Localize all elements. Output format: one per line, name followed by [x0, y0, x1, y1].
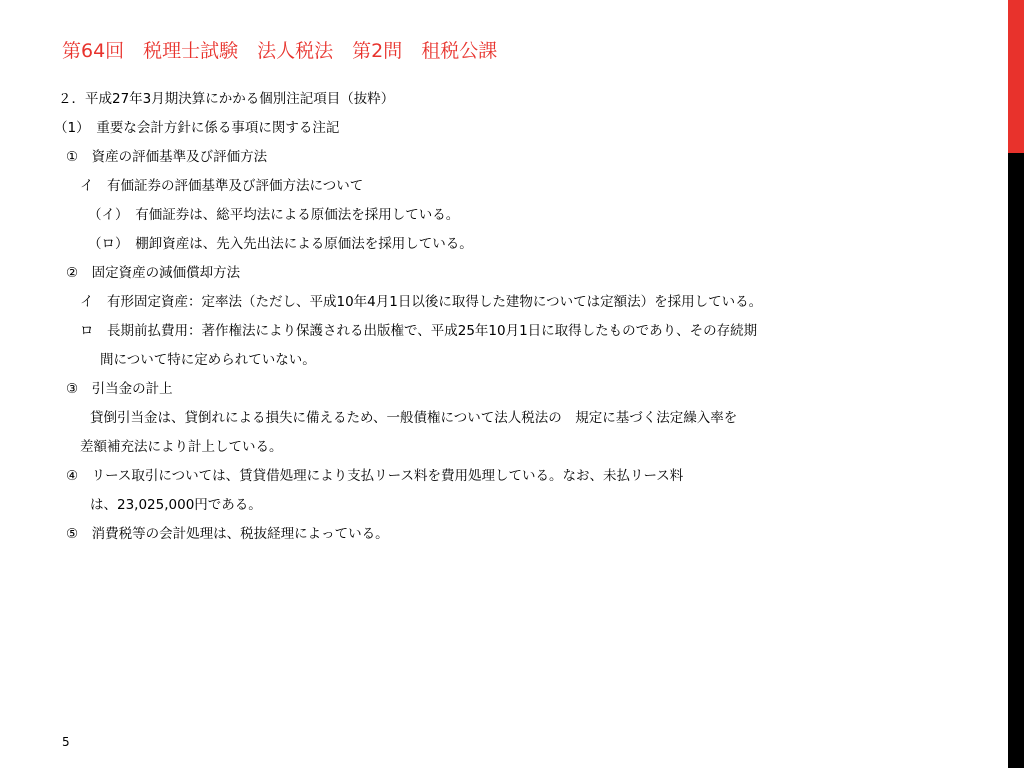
section-heading: ２．平成27年3月期決算にかかる個別注記項目（抜粋）: [58, 91, 395, 107]
sub-item-line: （ロ） 棚卸資産は、先入先出法による原価法を採用している。: [88, 236, 473, 252]
side-accent-bar-black: [1008, 153, 1024, 768]
item-4-line: ④ リース取引については、賃貸借処理により支払リース料を費用処理している。なお、未払リース料: [66, 468, 684, 484]
sub-item-line: イ 有形固定資産：定率法（ただし、平成10年4月1日以後に取得した建物については定額法）を採用している。: [80, 294, 763, 310]
paragraph-line: 貸倒引当金は、貸倒れによる損失に備えるため、一般債権について法人税法の 規定に基づく法定繰入率を: [90, 410, 738, 426]
sub-item-heading: イ 有価証券の評価基準及び評価方法について: [80, 178, 364, 194]
item-5-line: ⑤ 消費税等の会計処理は、税抜経理によっている。: [66, 526, 389, 542]
paragraph-line: 差額補充法により計上している。: [80, 439, 283, 455]
sub-item-line: ロ 長期前払費用：著作権法により保護される出版権で、平成25年10月1日に取得したものであり、その存続期: [80, 323, 758, 339]
subsection-heading: （1） 重要な会計方針に係る事項に関する注記: [54, 120, 340, 136]
continuation-line: は、23,025,000円である。: [90, 497, 262, 513]
item-heading-2: ② 固定資産の減価償却方法: [66, 265, 241, 281]
item-heading-3: ③ 引当金の計上: [66, 381, 173, 397]
continuation-line: 間について特に定められていない。: [100, 352, 316, 368]
side-accent-bar-red: [1008, 0, 1024, 153]
page-number: 5: [62, 735, 70, 749]
slide-title: 第64回 税理士試験 法人税法 第2問 租税公課: [62, 40, 498, 62]
sub-item-line: （イ） 有価証券は、総平均法による原価法を採用している。: [88, 207, 460, 223]
item-heading-1: ① 資産の評価基準及び評価方法: [66, 149, 268, 165]
